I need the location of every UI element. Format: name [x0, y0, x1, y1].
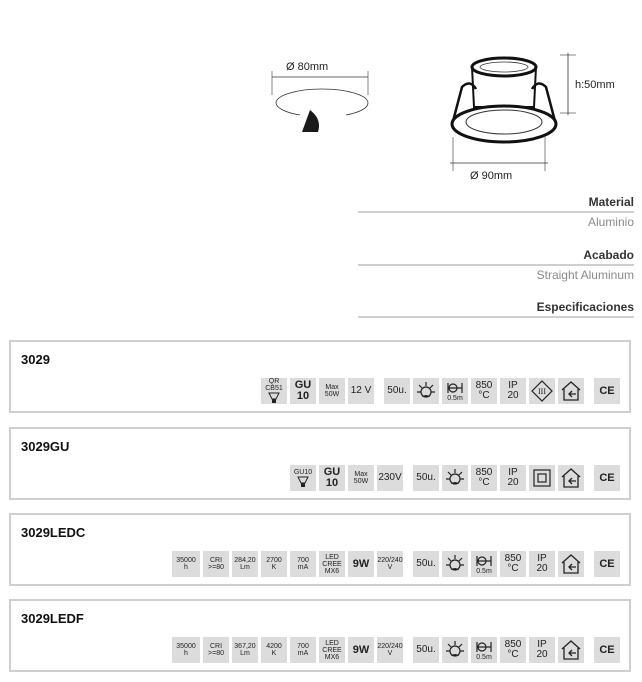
product-card-3029ledc [9, 513, 631, 586]
units-icon [413, 551, 439, 577]
temperature-icon [500, 551, 526, 577]
led-chip-icon [319, 637, 345, 663]
color-temp-icon [261, 637, 287, 663]
class-ii-icon [529, 465, 555, 491]
product-code: 3029LEDC [21, 525, 86, 540]
icon-text: 700 [297, 557, 309, 564]
icon-text: QR CB51 [265, 378, 283, 392]
icon-text: V [387, 650, 393, 657]
ip-rating-icon [500, 465, 526, 491]
icon-text: Lm [240, 650, 250, 657]
max-power-icon [348, 465, 374, 491]
icon-text: 50u. [416, 472, 436, 483]
icon-text: CRI [209, 557, 223, 564]
icon-text: 284,20 [234, 557, 256, 564]
current-icon [290, 637, 316, 663]
cri-icon [203, 551, 229, 577]
icon-text: 850 [475, 380, 493, 391]
icon-text: CREE [322, 560, 342, 568]
icon-text: 220/240 [377, 643, 403, 650]
icon-text: 0.5m [447, 394, 463, 402]
icon-text: 12 V [350, 385, 372, 396]
icon-text: °C [507, 563, 519, 574]
icon-text: CE [599, 643, 615, 656]
icon-text: 50u. [416, 644, 436, 655]
lamp-icon [267, 392, 281, 404]
icon-text: IP [537, 639, 547, 650]
spec-icons [287, 465, 620, 491]
indoor-icon [558, 637, 584, 663]
icon-text: 0.5m [476, 653, 492, 661]
distance-icon [442, 378, 468, 404]
house-icon [560, 553, 582, 575]
heat-icon [442, 637, 468, 663]
spec-icons [258, 378, 620, 404]
heat-icon [442, 551, 468, 577]
icon-text: 20 [536, 649, 548, 660]
icon-text: K [271, 650, 277, 657]
power-icon [348, 637, 374, 663]
units-icon [413, 465, 439, 491]
icon-text: CE [599, 557, 615, 570]
diameter-label: Ø 90mm [470, 170, 513, 182]
product-code: 3029LEDF [21, 611, 84, 626]
property-label: Material [358, 195, 634, 213]
property-material [358, 195, 634, 229]
property-label: Especificaciones [358, 300, 634, 318]
indoor-icon [558, 551, 584, 577]
icon-text: CRI [209, 643, 223, 650]
heat-icon [442, 465, 468, 491]
temperature-icon [471, 378, 497, 404]
property-label: Acabado [358, 248, 634, 266]
icon-text: 9W [352, 557, 370, 570]
lifetime-icon [172, 551, 200, 577]
property-value: Straight Aluminum [536, 268, 634, 282]
ip-rating-icon [529, 551, 555, 577]
product-card-3029gu [9, 427, 631, 500]
voltage-icon [377, 465, 403, 491]
icon-text: 850 [504, 639, 522, 650]
color-temp-icon [261, 551, 287, 577]
distance-icon [471, 551, 497, 577]
icon-text: 50W [353, 478, 369, 485]
icon-text: Max [354, 471, 368, 478]
icon-text: K [271, 564, 277, 571]
temperature-icon [471, 465, 497, 491]
icon-text: MX6 [324, 567, 340, 575]
lamp-icon [296, 476, 310, 488]
icon-text: GU [323, 466, 341, 478]
icon-text: 2700 [266, 557, 282, 564]
icon-text: 230V [378, 472, 402, 483]
lumen-icon [232, 551, 258, 577]
icon-text: >=80 [208, 650, 224, 657]
gu10-icon [319, 465, 345, 491]
icon-text: IP [508, 380, 518, 391]
icon-text: CE [599, 384, 615, 397]
icon-text: °C [478, 390, 490, 401]
dist-icon [474, 640, 494, 654]
voltage-icon [348, 378, 374, 404]
product-card-3029ledf [9, 599, 631, 672]
icon-text: LED [325, 553, 339, 561]
ip-rating-icon [500, 378, 526, 404]
gu10-lamp-icon [290, 465, 316, 491]
icon-text: mA [297, 650, 309, 657]
led-chip-icon [319, 551, 345, 577]
icon-text: °C [478, 477, 490, 488]
temperature-icon [500, 637, 526, 663]
icon-text: Max [325, 384, 339, 391]
icon-text: 35000 [176, 643, 196, 650]
class-iii-icon [529, 378, 555, 404]
icon-text: 4200 [266, 643, 282, 650]
sun-icon [445, 640, 465, 660]
icon-text: 20 [536, 563, 548, 574]
spec-icons [169, 637, 620, 663]
distance-icon [471, 637, 497, 663]
svg-text:III: III [538, 387, 546, 396]
ce-icon [594, 378, 620, 404]
icon-text: 10 [325, 477, 339, 489]
icon-text: 367,20 [234, 643, 256, 650]
indoor-icon [558, 378, 584, 404]
heat-icon [413, 378, 439, 404]
property-finish [358, 248, 634, 282]
icon-text: °C [507, 649, 519, 660]
ce-icon [594, 551, 620, 577]
icon-text: 0.5m [476, 567, 492, 575]
diamond-icon [531, 380, 553, 402]
spec-icons [169, 551, 620, 577]
lifetime-icon [172, 637, 200, 663]
icon-text: 50u. [416, 558, 436, 569]
icon-text: 20 [507, 390, 519, 401]
gu10-icon [290, 378, 316, 404]
cutout-drawing [266, 55, 376, 140]
icon-text: CREE [322, 646, 342, 654]
house-icon [560, 467, 582, 489]
icon-text: 700 [297, 643, 309, 650]
voltage-icon [377, 551, 403, 577]
icon-text: 220/240 [377, 557, 403, 564]
icon-text: 20 [507, 477, 519, 488]
sun-icon [445, 554, 465, 574]
current-icon [290, 551, 316, 577]
voltage-icon [377, 637, 403, 663]
ip-rating-icon [529, 637, 555, 663]
icon-text: GU [294, 379, 312, 391]
icon-text: V [387, 564, 393, 571]
house-icon [560, 639, 582, 661]
icon-text: 850 [475, 467, 493, 478]
power-icon [348, 551, 374, 577]
lumen-icon [232, 637, 258, 663]
max-power-icon [319, 378, 345, 404]
product-card-3029 [9, 340, 631, 413]
icon-text: 850 [504, 553, 522, 564]
house-icon [560, 380, 582, 402]
icon-text: IP [508, 467, 518, 478]
units-icon [413, 637, 439, 663]
cutout-label: Ø 80mm [286, 61, 329, 73]
cri-icon [203, 637, 229, 663]
product-code: 3029 [21, 352, 50, 367]
icon-text: 35000 [176, 557, 196, 564]
ce-icon [594, 465, 620, 491]
dist-icon [445, 381, 465, 395]
icon-text: GU10 [293, 468, 313, 476]
dist-icon [474, 554, 494, 568]
icon-text: h [184, 650, 188, 657]
icon-text: MX6 [324, 653, 340, 661]
icon-text: >=80 [208, 564, 224, 571]
property-specifications [358, 300, 634, 318]
units-icon [384, 378, 410, 404]
icon-text: Lm [240, 564, 250, 571]
icon-text: LED [325, 639, 339, 647]
icon-text: 10 [296, 390, 310, 402]
sun-icon [416, 381, 436, 401]
height-label: h:50mm [575, 79, 615, 91]
property-value: Aluminio [587, 215, 634, 229]
icon-text: mA [297, 564, 309, 571]
icon-text: h [184, 564, 188, 571]
qr-lamp-icon [261, 378, 287, 404]
side-view-drawing [440, 45, 630, 185]
icon-text: CE [599, 471, 615, 484]
product-code: 3029GU [21, 439, 70, 454]
square-icon [532, 468, 552, 488]
icon-text: 50W [324, 391, 340, 398]
icon-text: IP [537, 553, 547, 564]
indoor-icon [558, 465, 584, 491]
ce-icon [594, 637, 620, 663]
icon-text: 9W [352, 643, 370, 656]
icon-text: 50u. [387, 385, 407, 396]
sun-icon [445, 468, 465, 488]
